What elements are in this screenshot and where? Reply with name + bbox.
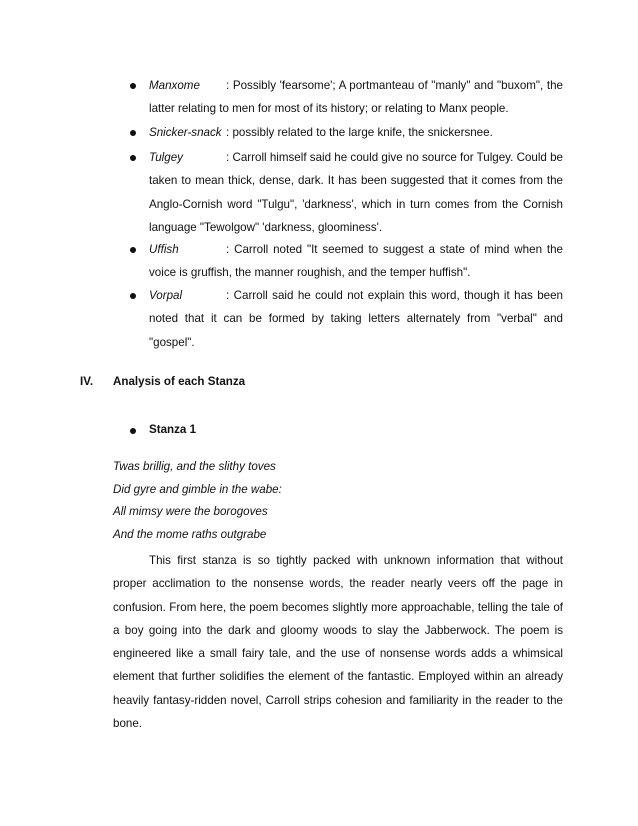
- verse-line: Twas brillig, and the slithy toves: [113, 460, 276, 473]
- stanza-label: Stanza 1: [149, 423, 197, 436]
- glossary-definition: : Carroll himself said he could give no source for Tulgey. Could be taken to mean thick, dense, dark. It has been suggested that it comes from the Anglo-Cornish word "Tulgu", 'darkness', which in turn comes from the Cornish language "Tewolgow" 'darkness, gloominess'.: [149, 151, 563, 234]
- glossary-definition: : possibly related to the large knife, the snickersnee.: [226, 126, 493, 139]
- verse-line: All mimsy were the borogoves: [113, 505, 268, 518]
- bullet-icon: [130, 83, 136, 89]
- bullet-icon: [130, 130, 136, 136]
- glossary-term: Tulgey: [149, 151, 183, 164]
- glossary-definition: : Possibly 'fearsome'; A portmanteau of "manly" and "buxom", the latter relating to men for most of its history; or relating to Manx people.: [149, 79, 563, 116]
- glossary-definition: : Carroll said he could not explain this word, though it has been noted that it can be formed by taking letters alternately from "verbal" and "gospel".: [149, 289, 563, 349]
- glossary-term: Snicker-snack: [149, 126, 222, 139]
- verse-line: And the mome raths outgrabe: [113, 527, 267, 541]
- section-number: IV.: [80, 375, 94, 388]
- glossary-term: Uffish: [149, 243, 179, 256]
- glossary-term: Manxome: [149, 79, 200, 92]
- verse-line: Did gyre and gimble in the wabe:: [113, 482, 282, 496]
- glossary-term: Vorpal: [149, 289, 183, 302]
- analysis-paragraph: This first stanza is so tightly packed with unknown information that without proper acclimation to the nonsense words, the reader nearly veers off the page in confusion. From here, the poem becomes slightly more approachable, telling the tale of a boy going into the dark and gloomy woods to slay the Jabberwock. The poem is engineered like a small fairy tale, and the use of nonsense words adds a whimsical element that further solidifies the element of the fantastic. Employed within an already heavily fantasy-ridden novel, Carroll strips cohesion and familiarity in the reader to the bone.: [113, 554, 563, 731]
- bullet-icon: [130, 155, 136, 161]
- stanza-verse: [113, 456, 563, 546]
- bullet-icon: [130, 428, 136, 434]
- glossary-definition: : Carroll noted "It seemed to suggest a state of mind when the voice is gruffish, the manner roughish, and the temper huffish".: [149, 243, 563, 280]
- section-title: Analysis of each Stanza: [113, 375, 246, 388]
- bullet-icon: [130, 293, 136, 299]
- bullet-icon: [130, 247, 136, 253]
